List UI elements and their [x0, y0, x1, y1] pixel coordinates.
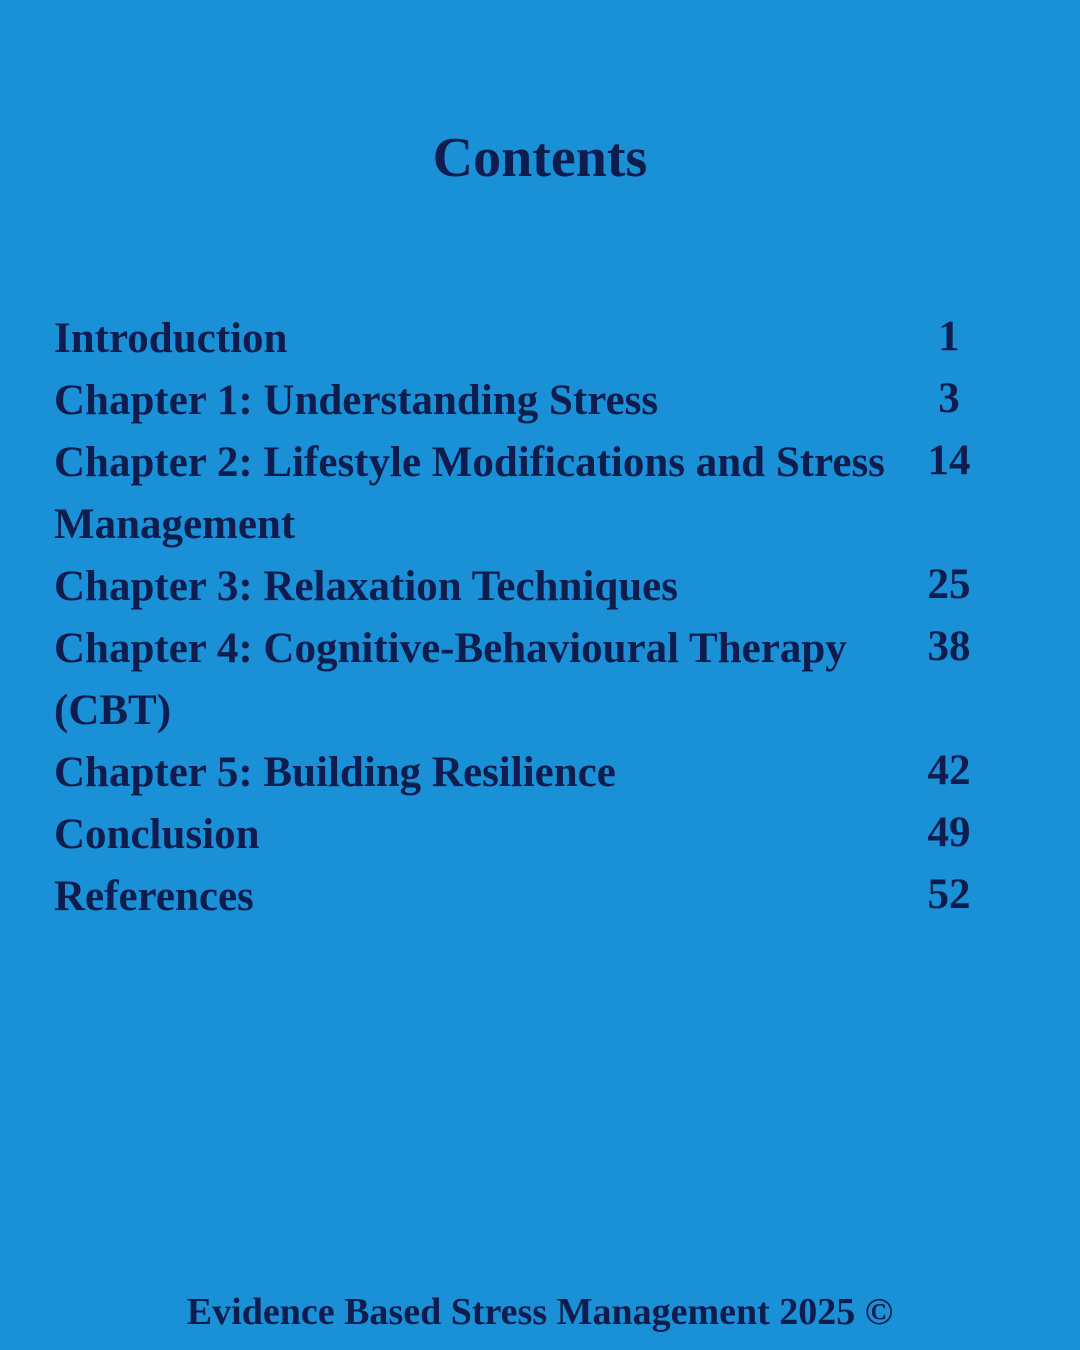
toc-entry-chapter-3	[54, 556, 994, 618]
toc-entry-chapter-1	[54, 370, 994, 432]
toc-entry-page-number: 14	[927, 437, 971, 484]
toc-entry-page-number: 52	[927, 871, 971, 918]
table-of-contents	[54, 308, 994, 928]
toc-entry-label: Chapter 2: Lifestyle Modifications and Stress Management	[54, 439, 885, 548]
toc-entry-page-number: 1	[938, 313, 960, 360]
toc-entry-label: Chapter 3: Relaxation Techniques	[54, 563, 678, 610]
toc-entry-page-number: 38	[927, 623, 971, 670]
toc-entry-label: Chapter 4: Cognitive-Behavioural Therapy (CBT)	[54, 625, 847, 734]
toc-entry-label: Conclusion	[54, 811, 260, 858]
toc-entry-chapter-4	[54, 618, 994, 742]
toc-entry-page-number: 3	[938, 375, 960, 422]
toc-entry-label: References	[54, 873, 254, 920]
toc-entry-introduction	[54, 308, 994, 370]
footer-copyright: Evidence Based Stress Management 2025 ©	[186, 1291, 894, 1333]
toc-entry-page-number: 42	[927, 747, 971, 794]
toc-entry-chapter-5	[54, 742, 994, 804]
toc-entry-label: Chapter 1: Understanding Stress	[54, 377, 659, 424]
toc-entry-chapter-2	[54, 432, 994, 556]
toc-entry-page-number: 49	[927, 809, 971, 856]
toc-entry-label: Introduction	[54, 315, 288, 362]
page-title: Contents	[432, 127, 648, 189]
toc-entry-conclusion	[54, 804, 994, 866]
toc-entry-references	[54, 866, 994, 928]
toc-entry-label: Chapter 5: Building Resilience	[54, 749, 616, 796]
toc-entry-page-number: 25	[927, 561, 971, 608]
